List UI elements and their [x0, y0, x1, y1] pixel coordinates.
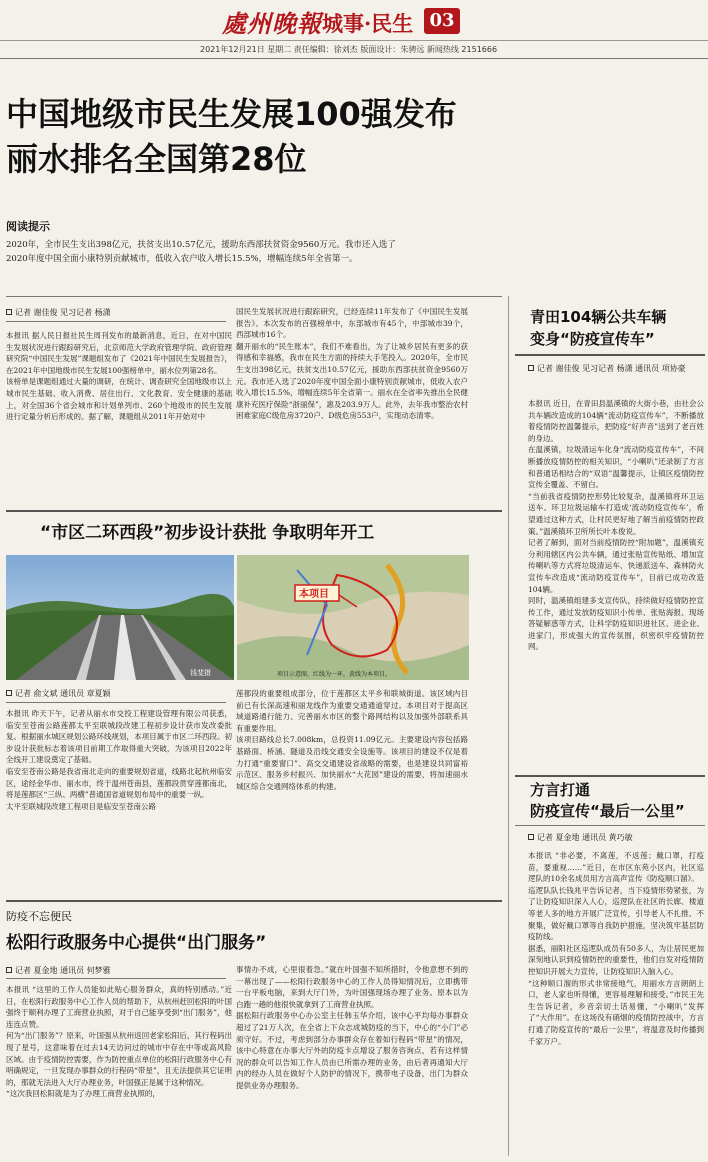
masthead [0, 0, 708, 42]
right2-byline-text: 记者 夏金地 通讯员 黄巧敏 [537, 833, 633, 842]
byline-square-icon [528, 365, 534, 371]
story3-kicker: 防疫不忘便民 [6, 910, 72, 923]
story2-col-2: 莲都段的重要组成部分，位于莲都区太平乡和联城街道。该区域内目前已有长深高速和丽龙线作为重要交通通道穿过。本项目对于提高区域道路通行能力、完善丽水市区的整个路网结构以及加强外部联系具有重要作用。 该项目路线总长7.008km，总投资11.09亿元。主要建设内容包括路基路面、桥涵、隧道及沿线交通安全设施等。该项目的建设不仅是着力打通“重要窗口”、高交交通建设省战略的需要，也是建设共同富裕示范区、服务乡村振兴、加快丽水“大花园”建设的需要，将加速丽水城区综合交通网络体系的构建。 [236, 689, 468, 791]
headline-line-2: 丽水排名全国第28位 [6, 140, 307, 178]
main-byline [6, 307, 226, 318]
right2-title-line-2: 防疫宣传“最后一公里” [530, 802, 685, 820]
map-project-label: 本项目 [299, 589, 329, 600]
right1-byline [528, 362, 698, 376]
byline-rule [6, 321, 226, 322]
lead-title: 阅读提示 [6, 220, 50, 233]
story3-col-2: 事情办不成，心里很着急。”就在叶国强不知所措时，令他意想不到的一幕出现了——松阳行政服务中心的工作人员得知情况后，立即携带一台平板电脑，来到大厅门外，为叶国强现场办理了业务。原本以为白跑一趟的他很快就拿到了工商营业执照。 据松阳行政服务中心办公室主任韩玉华介绍，该中心平均每办事群众超过了21万人次，在全省上下众志成城防疫的当下，中心的“小门”必须守好。不过，考虑到部分办事群众存在着如行程码“带星”的情况，该中心特意在办事大厅外的防疫卡点增设了服务咨询点，若有这样情况的群众可以告知工作人员由已所需办理的业务，由后者再通知大厅内的经办人员在做好个人防护的情况下，携带电子设备，出门为群众提供业务办理服务。 [236, 965, 468, 1090]
right2-rule [515, 825, 705, 826]
map-caption: 项目示意图，红线为一环，黄线为本项目。 [277, 671, 392, 678]
story3-byline [6, 965, 226, 976]
right1-title [530, 306, 666, 350]
main-byline-text: 记者 谢佳俊 见习记者 杨潇 [15, 308, 111, 317]
story3-top-rule [6, 900, 502, 902]
section-title: 城事·民生 [322, 11, 414, 36]
story2-byline-text: 记者 俞文斌 通讯员 章夏颖 [15, 689, 111, 698]
lead-rule [6, 296, 502, 297]
right2-title-line-1: 方言打通 [530, 781, 591, 799]
story3-title: 松阳行政服务中心提供“出门服务” [6, 933, 267, 953]
masthead-rule [0, 40, 708, 41]
right2-byline [528, 832, 704, 843]
newspaper-logo: 處州晚報 [222, 9, 322, 38]
main-headline [6, 92, 457, 182]
story3-byline-rule [6, 978, 226, 979]
lead-text: 2020年，全市民生支出398亿元，扶贫支出10.57亿元，援助东西部扶贫资金9560万元。我市还入选了2020年度中国全面小康特别贡献城市，低收入农户收入增长15.5%，增幅连续5年全省第一。 [6, 240, 396, 264]
road-photo [6, 555, 234, 680]
photo-credit: 钱斐摄 [190, 669, 211, 677]
byline-square-icon [528, 834, 534, 840]
right2-body: 本报讯 “非必要，不离莲，不返莲；戴口罩，打疫苗，要重视……”近日，在市区东苑小区内，社区巡逻队的10余名成员用方言高声宣传《防疫顺口溜》。 巡逻队队长钱兆平告诉记者，当下疫情形势紧张，为了让防疫知识深入人心，巡逻队在社区的长廊、楼道等老人多的地方开展广泛宣传，引导老人不扎推、不聚集，做好戴口罩等自我防护措施，坚决筑牢基层防疫防线。 据悉，丽阳社区巡逻队成员有50多人，为让居民更加深刻地认识到疫情防控的重要性，他们自发对疫情防控知识开展大力宣传，让防疫知识入脑入心。 “这种顺口溜的形式非常接地气，用丽水方言朗朗上口，老人家也听得懂，更容易理解和接受。”市民王先生告诉记者，乡音亲切土话易懂，“小喇叭”发挥了“大作用”。在这场没有硝烟的疫情防控战中，方言打通了防疫宣传的“最后一公里”，将温意及时传播到千家万户。 [528, 851, 704, 1046]
right2-top-rule [515, 775, 705, 777]
dateline: 2021年12月21日 星期二 责任编辑：徐刘杰 版面设计：朱骋远 新闻热线 2151666 [200, 45, 498, 54]
story3-byline-text: 记者 夏金地 通讯员 何梦雅 [15, 966, 111, 975]
right1-rule [515, 354, 705, 356]
right1-title-line-1: 青田104辆公共车辆 [530, 308, 667, 326]
right1-byline-text: 记者 谢佳俊 见习记者 杨潇 通讯员 项协豪 [537, 364, 686, 373]
byline-square-icon [6, 309, 12, 315]
story2-title: “市区二环西段”初步设计获批 争取明年开工 [40, 523, 375, 543]
story2-col-1: 本报讯 昨天下午，记者从丽水市交投工程建设管理有限公司获悉，临安至苍南公路莲都太平至联城段改建工程初步设计获市发改委批复。根据丽水城区规划公路环线规划，本项目属于市区二环西段。初步设计获批标志着该项目前期工作取得重大突破，为该项目2022年全线开工建设奠定了基础。 临安至苍南公路是我省南北走向的重要规划省道，线路北起杭州临安区，途经金华市、丽水市，终于温州苍南县，莲都段贯穿莲都南北，将是莲都区“三纵、两横”普通国省道规划布局中的重要一纵。 太平至联城段改建工程项目是临安至苍南公路 [6, 709, 232, 811]
headline-line-1: 中国地级市民生发展100强发布 [6, 95, 457, 133]
byline-square-icon [6, 967, 12, 973]
main-col-2: 国民生发展状况进行跟踪研究，已经连续11年发布了《中国民生发展报告》。本次发布的百强榜单中，东部城市有45个，中部城市39个，西部城市16个。 翻开丽水的“民生账本”，我们不难看出，为了让城乡居民有更多的获得感和幸福感，我市在民生方面的持续大手笔投入。2020年，全市民生支出398亿元，扶贫支出10.57亿元，援助东西部扶贫资金9560万元。我市还入选了2020年度中国全面小康特别贡献城市，低收入农户收入增长15.5%，增幅连续5年全省第一。丽水在全省率先推出全民健康补充医疗保险“浙丽保”，惠及203.9万人。此外，去年我市整治农村困难家庭C级危房3720户、D级危房553户，实现动态清零。 [236, 307, 468, 421]
byline-square-icon [6, 690, 12, 696]
right-col-divider [508, 296, 509, 1156]
project-map [237, 555, 469, 680]
story2-byline-rule [6, 702, 226, 703]
right1-body: 本报讯 近日，在青田县温溪镇的大街小巷，由社会公共车辆改造成的104辆“流动防疫宣传车”，不断播放着疫情防控温馨提示，把防疫“好声音”送到了老百姓的身边。 在温溪镇，垃圾清运车化身“流动防疫宣传车”，不间断播放疫情防控的相关知识，“小喇叭”还录制了方言和普通话相结合的“双语”温馨提示，让镇区疫情防控宣传全覆盖、不留白。 “当前我省疫情防控形势比较复杂，温溪镇将环卫运送车、环卫垃圾运输车打造成‘流动防疫宣传车’，希望通过这种方式，让村民更好地了解当前疫情防控政策。”温溪镇环卫所所长叶本俊说。 记者了解到，面对当前疫情防控“附加题”，温溪镇充分利用辖区内公共车辆，通过张贴宣传贴纸、增加宣传喇叭等方式将垃圾清运车、快递派送车、森林防火宣传车改造成“流动防疫宣传车”，目前已成功改造104辆。 同时，温溪镇组建多支宣传队，持续做好疫情防控宣传工作，通过发放防疫知识小传单、张贴海报、现场答疑解惑等方式，让科学防疫知识进社区、进企业、进家门，形成强大的宣传氛围，织密织牢疫情防控网。 [528, 399, 704, 652]
right1-title-line-2: 变身“防疫宣传车” [530, 330, 655, 348]
page-number: 03 [424, 8, 460, 34]
main-col-1: 本报讯 据人民日报社民生周刊发布的最新消息，近日，在对中国民生发展状况进行跟踪研究后，北京师范大学政府管理学院、政府管理研究院“中国民生发展”课题组发布了《2021年中国民生发展报告》，在2021年中国地级市民生发展100强榜单中，丽水位列第28名。 该榜单是课题组通过大量的调研，在统计、调查研究全国地级市以上城市民生基础、收入消费、居住出行、文化教育、安全健康的基础上，对全国36个省会城市和计划单列市、260个地级市的民生发展进行定量分析后形成的。据了解，课题组从2011年开始对中 [6, 331, 232, 422]
story2-top-rule [6, 510, 502, 512]
story3-col-1: 本报讯 “这里的工作人员能如此贴心服务群众，真的特别感动。”近日，在松阳行政服务中心工作人员的帮助下，从杭州赶回松阳的叶国强终于顺利办理了工商营业执照，对于自己能享受到“出门服务”，他连连点赞。 何为“出门服务”？原来，叶国强从杭州返回老家松阳后，其行程码出现了星号，这意味着在过去14天访问过的城市中存在中等或高风险区域。由于疫情防控需要，作为防控重点单位的松阳行政服务中心有明确规定，一旦发现办事群众的行程码“带星”，且无法提供其它证明的，那就无法进入大厅办理业务，叶国强正是属于这种情况。 “这次我回松阳就是为了办理工商营业执照的， [6, 985, 232, 1099]
right2-title [530, 780, 685, 822]
story2-byline [6, 688, 226, 699]
dateline-rule [0, 58, 708, 59]
